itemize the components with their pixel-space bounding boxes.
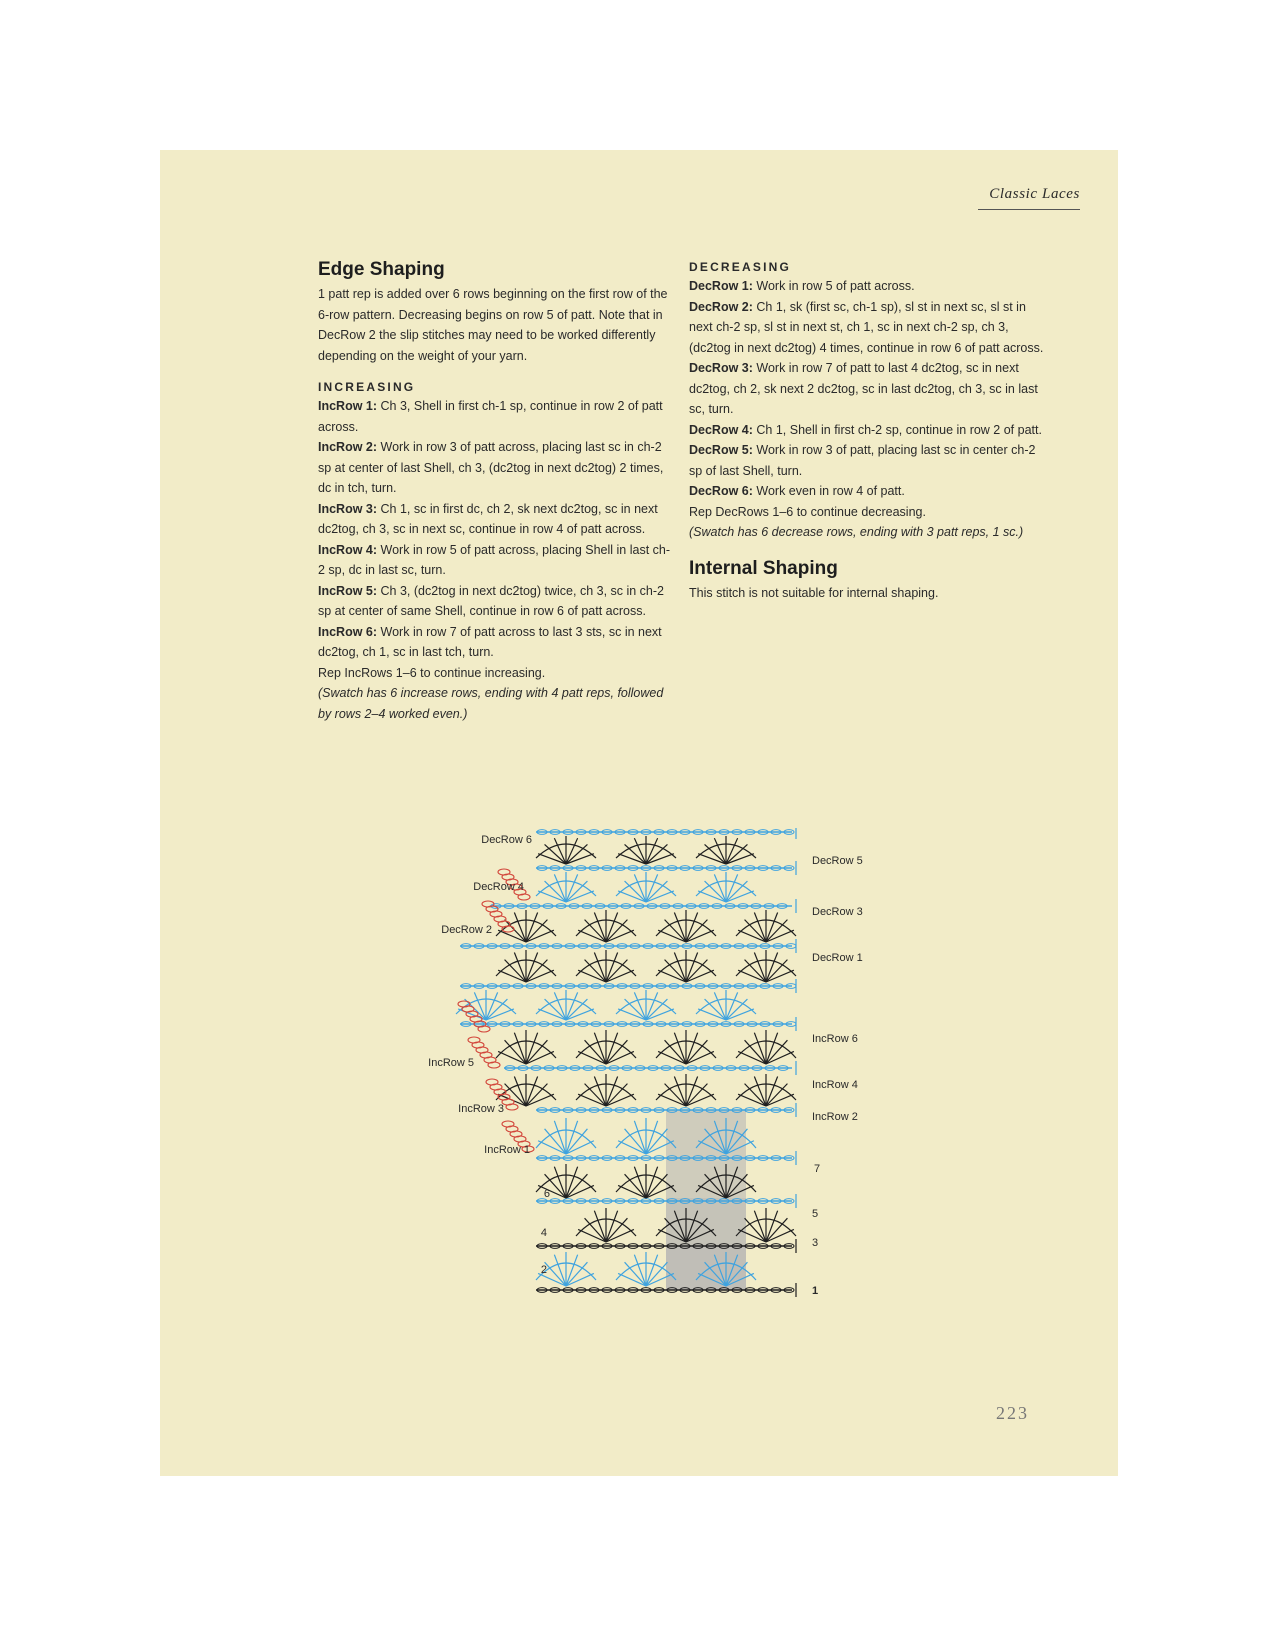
running-head: Classic Laces — [978, 186, 1080, 210]
shell-stitch — [585, 960, 606, 982]
label-incrow-6: IncRow 6 — [812, 1033, 858, 1045]
shell-stitch — [505, 960, 526, 982]
shell-stitch — [606, 920, 627, 942]
shell-stitch — [726, 844, 747, 864]
repeat-shade-lower — [666, 1246, 746, 1290]
internal-shaping-text: This stitch is not suitable for internal shaping. — [689, 585, 939, 600]
row-number-1: 1 — [812, 1285, 819, 1297]
inc-row-6: IncRow 6: Work in row 7 of patt across to last 3 sts, sc in next dc2tog, ch 1, sc in last tch, turn. — [318, 624, 662, 659]
edge-shaping-heading: Edge Shaping — [318, 259, 445, 280]
shell-stitch — [745, 920, 766, 942]
label-decrow-3: DecRow 3 — [812, 906, 863, 918]
dec-rep: Rep DecRows 1–6 to continue decreasing. — [689, 504, 926, 519]
shell-stitch — [545, 844, 566, 864]
shell-stitch — [625, 844, 646, 864]
dec-row-6: DecRow 6: Work even in row 4 of patt. — [689, 484, 905, 498]
inc-row-3: IncRow 3: Ch 1, sc in first dc, ch 2, sk next dc2tog, sc in next dc2tog, ch 3, sc in next sc, continue in row 4 of patt across. — [318, 501, 658, 536]
shell-stitch — [545, 881, 566, 902]
inc-row-4: IncRow 4: Work in row 5 of patt across, placing Shell in last ch-2 sp, dc in last sc, turn. — [318, 542, 671, 577]
shaping-chain-stitch — [488, 1062, 500, 1068]
row-number-6: 6 — [543, 1188, 550, 1200]
shell-stitch — [606, 1084, 627, 1106]
shell-stitch — [665, 960, 686, 982]
row-number-2: 2 — [540, 1264, 547, 1276]
dec-row-1: DecRow 1: Work in row 5 of patt across. — [689, 279, 915, 293]
label-decrow-4: DecRow 4 — [473, 881, 524, 893]
dec-row-3: DecRow 3: Work in row 7 of patt to last 4 dc2tog, sc in next dc2tog, ch 2, sk next 2 dc2tog, sc in last dc2tog, ch 3, sc in last sc, turn. — [689, 361, 1038, 416]
dec-row-5: DecRow 5: Work in row 3 of patt, placing last sc in center ch-2 sp of last Shell, turn. — [689, 443, 1036, 478]
inc-row-1: IncRow 1: Ch 3, Shell in first ch-1 sp, continue in row 2 of patt across. — [318, 399, 663, 434]
label-incrow-4: IncRow 4 — [812, 1079, 858, 1091]
shell-stitch — [486, 999, 507, 1020]
shell-stitch — [606, 960, 627, 982]
decreasing-heading: DECREASING — [689, 260, 792, 274]
diagram-body — [456, 828, 796, 1297]
label-decrow-2: DecRow 2 — [441, 924, 492, 936]
shell-stitch — [766, 1084, 787, 1106]
shaping-chain-stitch — [478, 1026, 490, 1032]
shell-stitch — [526, 960, 547, 982]
shell-stitch — [625, 881, 646, 902]
shell-stitch — [505, 920, 526, 942]
edge-shaping-intro: 1 patt rep is added over 6 rows beginning on the first row of the 6-row pattern. Decreasing begins on row 5 of patt. Note that in DecRow 2 the slip stitches may need to be worked differently depending on the weight of your yarn. — [318, 287, 668, 363]
shell-stitch — [665, 1084, 686, 1106]
shell-stitch — [526, 920, 547, 942]
shaping-chain-stitch — [506, 1104, 518, 1110]
inc-row-2: IncRow 2: Work in row 3 of patt across, placing last sc in ch-2 sp at center of last Shell, ch 3, (dc2tog in next dc2tog) 2 times, dc in tch, turn. — [318, 440, 664, 495]
right-column — [689, 258, 1044, 603]
shell-stitch — [585, 1084, 606, 1106]
inc-rep: Rep IncRows 1–6 to continue increasing. — [318, 665, 546, 680]
row-number-7: 7 — [814, 1163, 821, 1175]
shell-stitch — [545, 999, 566, 1020]
label-incrow-5: IncRow 5 — [428, 1057, 474, 1069]
label-decrow-6: DecRow 6 — [481, 834, 532, 846]
inc-row-5: IncRow 5: Ch 3, (dc2tog in next dc2tog) twice, ch 3, sc in ch-2 sp at center of same Shell, continue in row 6 of patt across. — [318, 583, 665, 618]
shell-stitch — [745, 1084, 766, 1106]
row-number-4: 4 — [540, 1227, 547, 1239]
shaping-chain-stitch — [518, 894, 530, 900]
shell-stitch — [686, 960, 707, 982]
shell-stitch — [625, 999, 646, 1020]
shell-stitch — [585, 920, 606, 942]
shell-stitch — [705, 999, 726, 1020]
shell-stitch — [726, 881, 747, 902]
shell-stitch — [665, 920, 686, 942]
crochet-stitch-diagram — [420, 828, 900, 1308]
row-number-3: 3 — [812, 1237, 819, 1249]
page-number: 223 — [996, 1403, 1029, 1423]
label-incrow-3: IncRow 3 — [458, 1103, 504, 1115]
shell-stitch — [745, 960, 766, 982]
shell-stitch — [646, 999, 667, 1020]
shell-stitch — [705, 881, 726, 902]
shell-stitch — [566, 844, 587, 864]
shell-stitch — [766, 920, 787, 942]
dec-note: (Swatch has 6 decrease rows, ending with 3 patt reps, 1 sc.) — [689, 525, 1024, 539]
label-decrow-1: DecRow 1 — [812, 952, 863, 964]
shell-stitch — [526, 1084, 547, 1106]
shell-stitch — [766, 960, 787, 982]
label-incrow-1: IncRow 1 — [484, 1144, 530, 1156]
increasing-heading: INCREASING — [318, 380, 416, 394]
internal-shaping-heading: Internal Shaping — [689, 557, 838, 579]
shell-stitch — [726, 999, 747, 1020]
label-incrow-2: IncRow 2 — [812, 1111, 858, 1123]
label-decrow-5: DecRow 5 — [812, 855, 863, 867]
shell-stitch — [646, 881, 667, 902]
dec-row-2: DecRow 2: Ch 1, sk (first sc, ch-1 sp), sl st in next sc, sl st in next ch-2 sp, sl st in next st, ch 1, sc in next ch-2 sp, ch 3, (dc2tog in next dc2tog) 4 times, continue in row 6 of patt across. — [689, 299, 1044, 355]
row-number-5: 5 — [812, 1208, 819, 1220]
left-column — [318, 258, 670, 724]
dec-row-4: DecRow 4: Ch 1, Shell in first ch-2 sp, continue in row 2 of patt. — [689, 422, 1042, 437]
shell-stitch — [646, 844, 667, 864]
shell-stitch — [566, 881, 587, 902]
shell-stitch — [566, 999, 587, 1020]
inc-note: (Swatch has 6 increase rows, ending with 4 patt reps, followed by rows 2–4 worked even.) — [318, 686, 664, 721]
shell-stitch — [705, 844, 726, 864]
shell-stitch — [686, 920, 707, 942]
shell-stitch — [686, 1084, 707, 1106]
